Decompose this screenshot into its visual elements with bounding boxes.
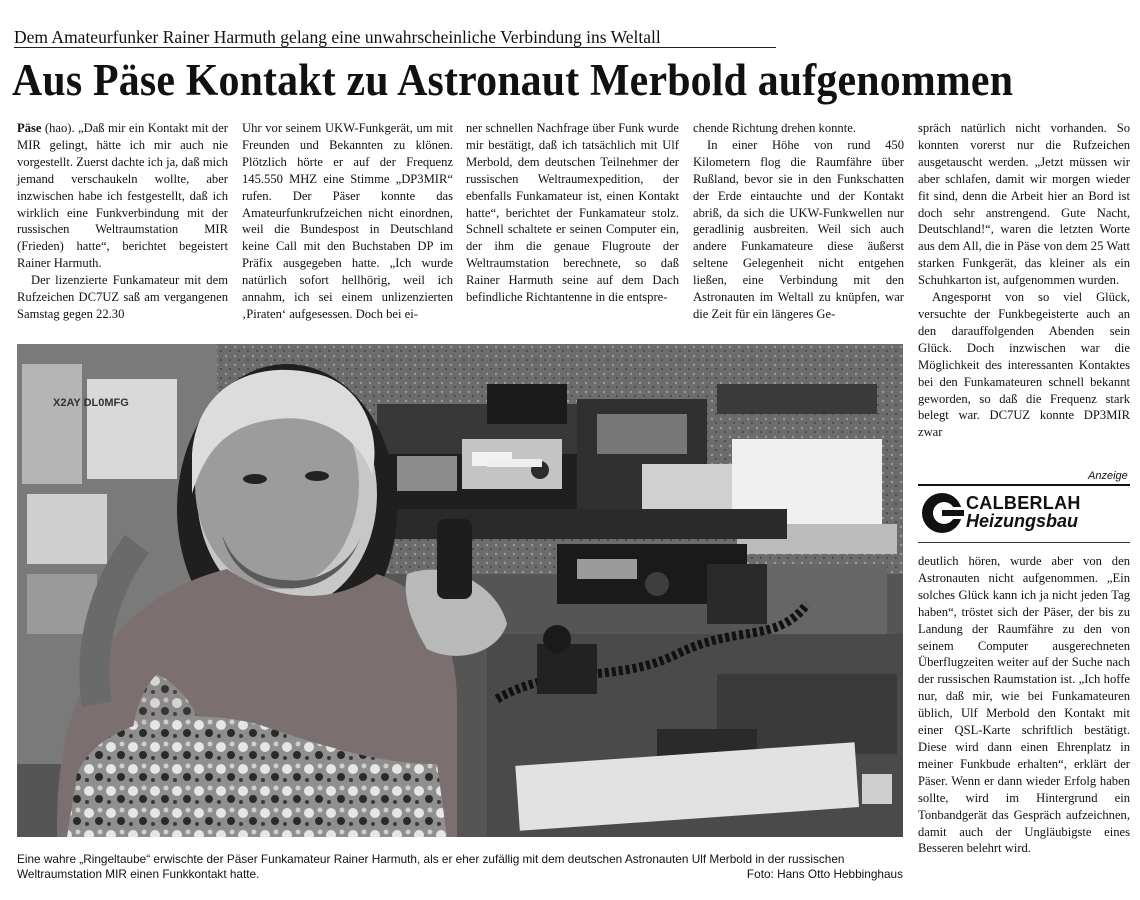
caption-text: Eine wahre „Ringeltaube“ erwischte der Päser Funkamateur Rainer Harmuth, als er eher zufällig mit dem deutschen Astronauten Ulf Merbold in der russischen Weltraumstation MIR einen Funkkontakt hatte. <box>17 852 845 881</box>
article-column-6 <box>918 553 1130 857</box>
paragraph: deutlich hören, wurde aber von den Astronauten nicht aufgenommen. „Ein solches Glück kann ich ja nicht jeden Tag haben“, tröstet sich der Päser, der bis zu Landung der Raumfähre zu den von seinem Computer ausgerechneten Überflugzeiten weiter auf der Suche nach der russischen Raumstation ist. „Ich hoffe nur, daß mir, wie bei Funkamateuren üblich, Ulf Merbold den Kontakt mit einer QSL-Karte schriftlich bestätigt. Diese wird dann einen Ehrenplatz in meiner Funkbude erhalten“, erklärt der Päser. Wenn er dann wieder Erfolg haben sollte, wird im Hintergrund ein Tonbandgerät das Gespräch aufzeichnen, damit auch der Ungläubigste eines Besseren belehrt wird. <box>918 554 1130 856</box>
photo-credit: Foto: Hans Otto Hebbinghaus <box>746 867 903 881</box>
ad-label: Anzeige <box>1088 470 1128 482</box>
paragraph: Uhr vor seinem UKW-Funkgerät, um mit Freunden und Bekannten zu klönen. Plötzlich hörte er auf der Frequenz 145.550 MHZ eine Stimme „DP3MIR“ rufen. Der Päser konnte das Amateurfunkrufzeichen nicht einordnen, weil die Bundespost in Deutschland keine Call mit den Buchstaben DP im Präfix ausgegeben hatte. „Ich wurde natürlich sofort hellhörig, weil ich annahm, ich sei einem unlizenzierten ‚Piraten‘ aufgesessen. Doch bei ei- <box>242 121 453 321</box>
qsl-card-text: X2AY DL0MFG <box>53 397 129 409</box>
advertisement <box>918 487 1130 539</box>
article-column-4 <box>693 120 904 323</box>
ham-radio-photo <box>17 344 903 837</box>
paragraph: In einer Höhe von rund 450 Kilometern flog die Raumfähre über Rußland, bevor sie in den Funkschatten der Erde eintauchte und der Kontakt abriß, da sich die UKW-Funkwellen nur geradlinig ausbreiten. Weil sich auch andere Funkamateure diese äußerst seltene Gelegenheit nicht entgehen ließen, eine Verbindung mit den Astronauten im Weltall zu knüpfen, war die Zeit für ein längeres Ge- <box>693 137 904 321</box>
photo <box>17 344 903 837</box>
photo-caption <box>17 852 903 882</box>
article-column-3 <box>466 120 679 306</box>
paragraph: Angesporнt von so viel Glück, versuchte der Funkbegeisterte auch an den darauffolgenden Abenden sein Glück. Doch inzwischen war die Möglichkeit des interessanten Kontaktes bei den Funkamateuren schnell bekannt geworden, so daß die Frequenz stark belegt war. DC7UZ konnte DP3MIR zwar <box>918 290 1130 440</box>
article-column-2 <box>242 120 453 323</box>
dateline: Päse <box>17 121 42 135</box>
paragraph: Päse (hao). „Daß mir ein Kontakt mit der MIR gelingt, hätte ich mir auch nie vorgestellt. Zuerst dachte ich ja, daß mich jemand verschaukeln wollte, aber inzwischen habe ich festgestellt, daß ich wirklich eine Funkverbindung mit der russischen Weltraumstation MIR (Frieden) hatte“, berichtet begeistert Rainer Harmuth. <box>17 121 228 271</box>
article-column-5 <box>918 120 1130 441</box>
paragraph: chende Richtung drehen konnte. <box>693 121 856 135</box>
kicker: Dem Amateurfunker Rainer Harmuth gelang eine unwahrscheinliche Verbindung ins Weltall <box>14 27 661 47</box>
paragraph: Der lizenzierte Funkamateur mit dem Rufzeichen DC7UZ saß am vergangenen Samstag gegen 22.30 <box>17 273 228 321</box>
paragraph: spräch natürlich nicht vorhanden. So konnten vorerst nur die Rufzeichen ausgetauscht werden. „Jetzt müssen wir aber schlafen, damit wir morgen wieder fit sind, denn die Arbeit hier an Bord ist doch sehr anstrengend. Gute Nacht, Deutschland!“, waren die letzten Worte aus dem All, die in Päse von dem 25 Watt starken Funkgerät, das kleiner als ein Schuhkarton ist, aufgenommen wurden. <box>918 121 1130 288</box>
kicker-rule <box>14 47 776 48</box>
ad-subtitle: Heizungsbau <box>966 511 1079 531</box>
headline: Aus Päse Kontakt zu Astronaut Merbold aufgenommen <box>12 55 1014 105</box>
paragraph: ner schnellen Nachfrage über Funk wurde mir bestätigt, daß ich tatsächlich mit Ulf Merbold, dem deutschen Teilnehmer der russischen Weltraumexpedition, der ebenfalls Funkamateur ist, einen Kontakt hatte“, berichtet der Funkamateur stolz. Schnell schaltete er seinen Computer ein, der ihm die genaue Flugroute der Weltraumstation berechnete, so daß Rainer Harmuth seine auf dem Dach befindliche Richtantenne in die entspre- <box>466 121 679 305</box>
ad-rule-bottom <box>918 542 1130 543</box>
ad-rule-top <box>918 484 1130 486</box>
ad-name: CALBERLAH <box>966 493 1081 513</box>
ad-logo-icon <box>920 489 964 537</box>
article-column-1 <box>17 120 228 323</box>
